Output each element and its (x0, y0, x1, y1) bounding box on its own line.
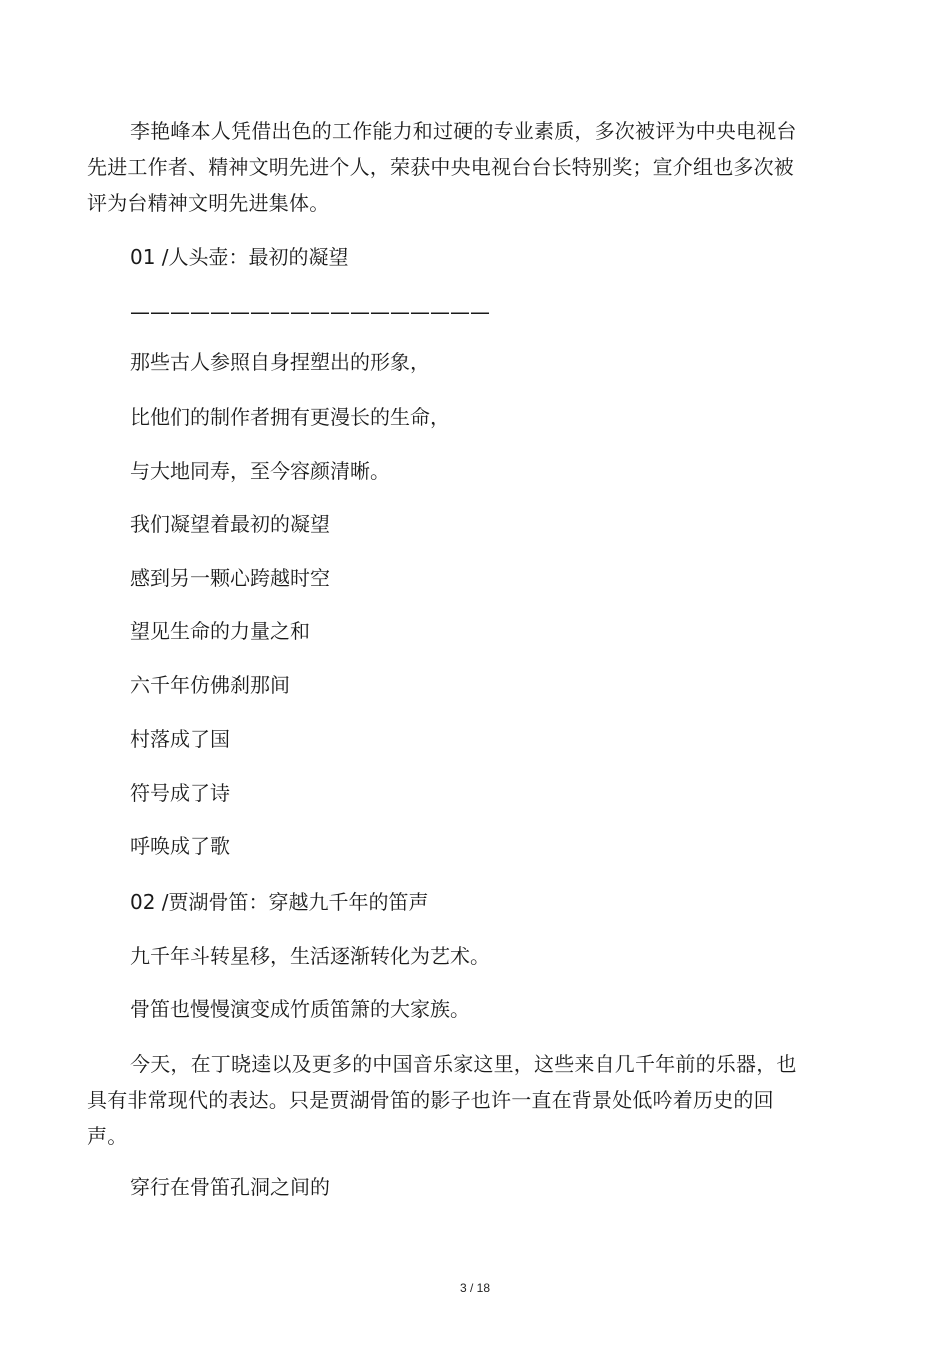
divider-line: —————————————————— (130, 300, 490, 324)
body-line: 穿行在骨笛孔洞之间的 (130, 1175, 330, 1199)
poem-line: 村落成了国 (130, 727, 230, 751)
body-paragraph: 今天，在丁晓逵以及更多的中国音乐家这里，这些来自几千年前的乐器，也具有非常现代的表达。只是贾湖骨笛的影子也许一直在背景处低吟着历史的回声。 (87, 1052, 797, 1148)
intro-paragraph: 李艳峰本人凭借出色的工作能力和过硬的专业素质，多次被评为中央电视台先进工作者、精神文明先进个人，荣获中央电视台台长特别奖；宣介组也多次被评为台精神文明先进集体。 (87, 119, 797, 215)
poem-line: 感到另一颗心跨越时空 (130, 566, 330, 590)
section-heading-01: 01 /人头壶：最初的凝望 (130, 245, 349, 269)
poem-line: 望见生命的力量之和 (130, 619, 310, 643)
poem-line: 与大地同寿，至今容颜清晰。 (130, 459, 390, 483)
body-line: 骨笛也慢慢演变成竹质笛箫的大家族。 (130, 997, 470, 1021)
poem-line: 六千年仿佛刹那间 (130, 673, 290, 697)
body-line: 九千年斗转星移，生活逐渐转化为艺术。 (130, 944, 490, 968)
poem-line: 那些古人参照自身捏塑出的形象， (130, 350, 430, 374)
section-heading-02: 02 /贾湖骨笛：穿越九千年的笛声 (130, 890, 429, 914)
poem-line: 我们凝望着最初的凝望 (130, 512, 330, 536)
page-number: 3 / 18 (459, 1281, 491, 1295)
poem-line: 比他们的制作者拥有更漫长的生命， (130, 405, 450, 429)
poem-line: 符号成了诗 (130, 781, 230, 805)
poem-line: 呼唤成了歌 (130, 834, 230, 858)
